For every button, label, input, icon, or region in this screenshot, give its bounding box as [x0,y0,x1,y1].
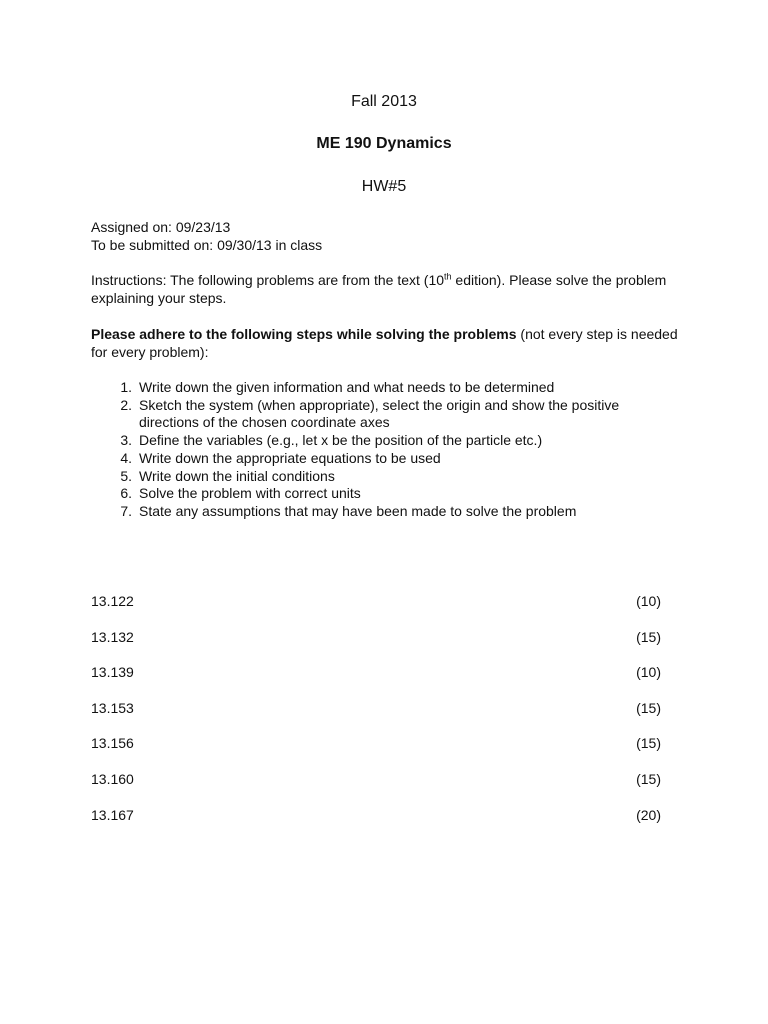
problem-points: (10) [636,593,661,609]
assignment-title: HW#5 [361,178,407,195]
problem-row [91,735,661,771]
step-number: 5. [120,467,132,484]
problem-number: 13.153 [91,699,134,716]
edition-superscript: th [444,271,452,282]
steps-list [112,379,672,521]
step-text: Solve the problem with correct units [139,485,361,502]
problem-points: (15) [636,770,661,787]
problem-points: (15) [636,628,661,645]
problem-number: 13.122 [91,593,134,609]
dates-block [91,218,681,254]
assigned-date: Assigned on: 09/23/13 [91,219,231,235]
due-date: To be submitted on: 09/30/13 in class [91,237,323,253]
problem-number: 13.160 [91,770,134,787]
problem-row [91,771,661,807]
steps-intro-normal: (not every step is needed for every problem): [91,326,678,360]
problem-row [91,807,661,843]
step-number: 3. [120,432,132,449]
step-item [112,397,672,432]
problem-number: 13.139 [91,664,134,681]
problem-list [91,593,661,842]
step-item [112,450,672,468]
problem-row [91,593,661,629]
step-number: 7. [120,502,132,519]
steps-intro-paragraph [91,325,681,361]
problem-number: 13.156 [91,735,134,752]
step-number: 4. [120,449,132,466]
term-heading: Fall 2013 [351,93,417,110]
problem-number: 13.167 [91,806,134,823]
problem-points: (10) [636,664,661,681]
step-item [112,379,672,397]
problem-number: 13.132 [91,628,134,645]
step-number: 6. [120,485,132,502]
step-item [112,485,672,503]
step-text: Write down the appropriate equations to be used [139,449,441,466]
step-number: 1. [120,379,132,395]
problem-row [91,664,661,700]
problem-points: (15) [636,699,661,716]
instructions-paragraph [91,271,681,307]
step-item [112,503,672,521]
step-text: State any assumptions that may have been made to solve the problem [139,502,577,519]
steps-intro-bold: Please adhere to the following steps while solving the problems [91,326,517,342]
step-number: 2. [120,396,132,413]
step-text: Sketch the system (when appropriate), select the origin and show the positive directions of the chosen coordinate axes [139,396,620,431]
course-title: ME 190 Dynamics [316,135,452,152]
step-text: Write down the initial conditions [139,467,335,484]
problem-points: (15) [636,735,661,752]
problem-row [91,629,661,665]
instructions-text-end: edition). Please solve the problem explaining your steps. [91,272,667,306]
instructions-text-start: Instructions: The following problems are from the text (10 [91,272,445,288]
step-text: Write down the given information and what needs to be determined [139,379,555,395]
problem-points: (20) [636,806,661,823]
step-item [112,468,672,486]
step-text: Define the variables (e.g., let x be the position of the particle etc.) [139,432,543,449]
problem-row [91,700,661,736]
step-item [112,432,672,450]
